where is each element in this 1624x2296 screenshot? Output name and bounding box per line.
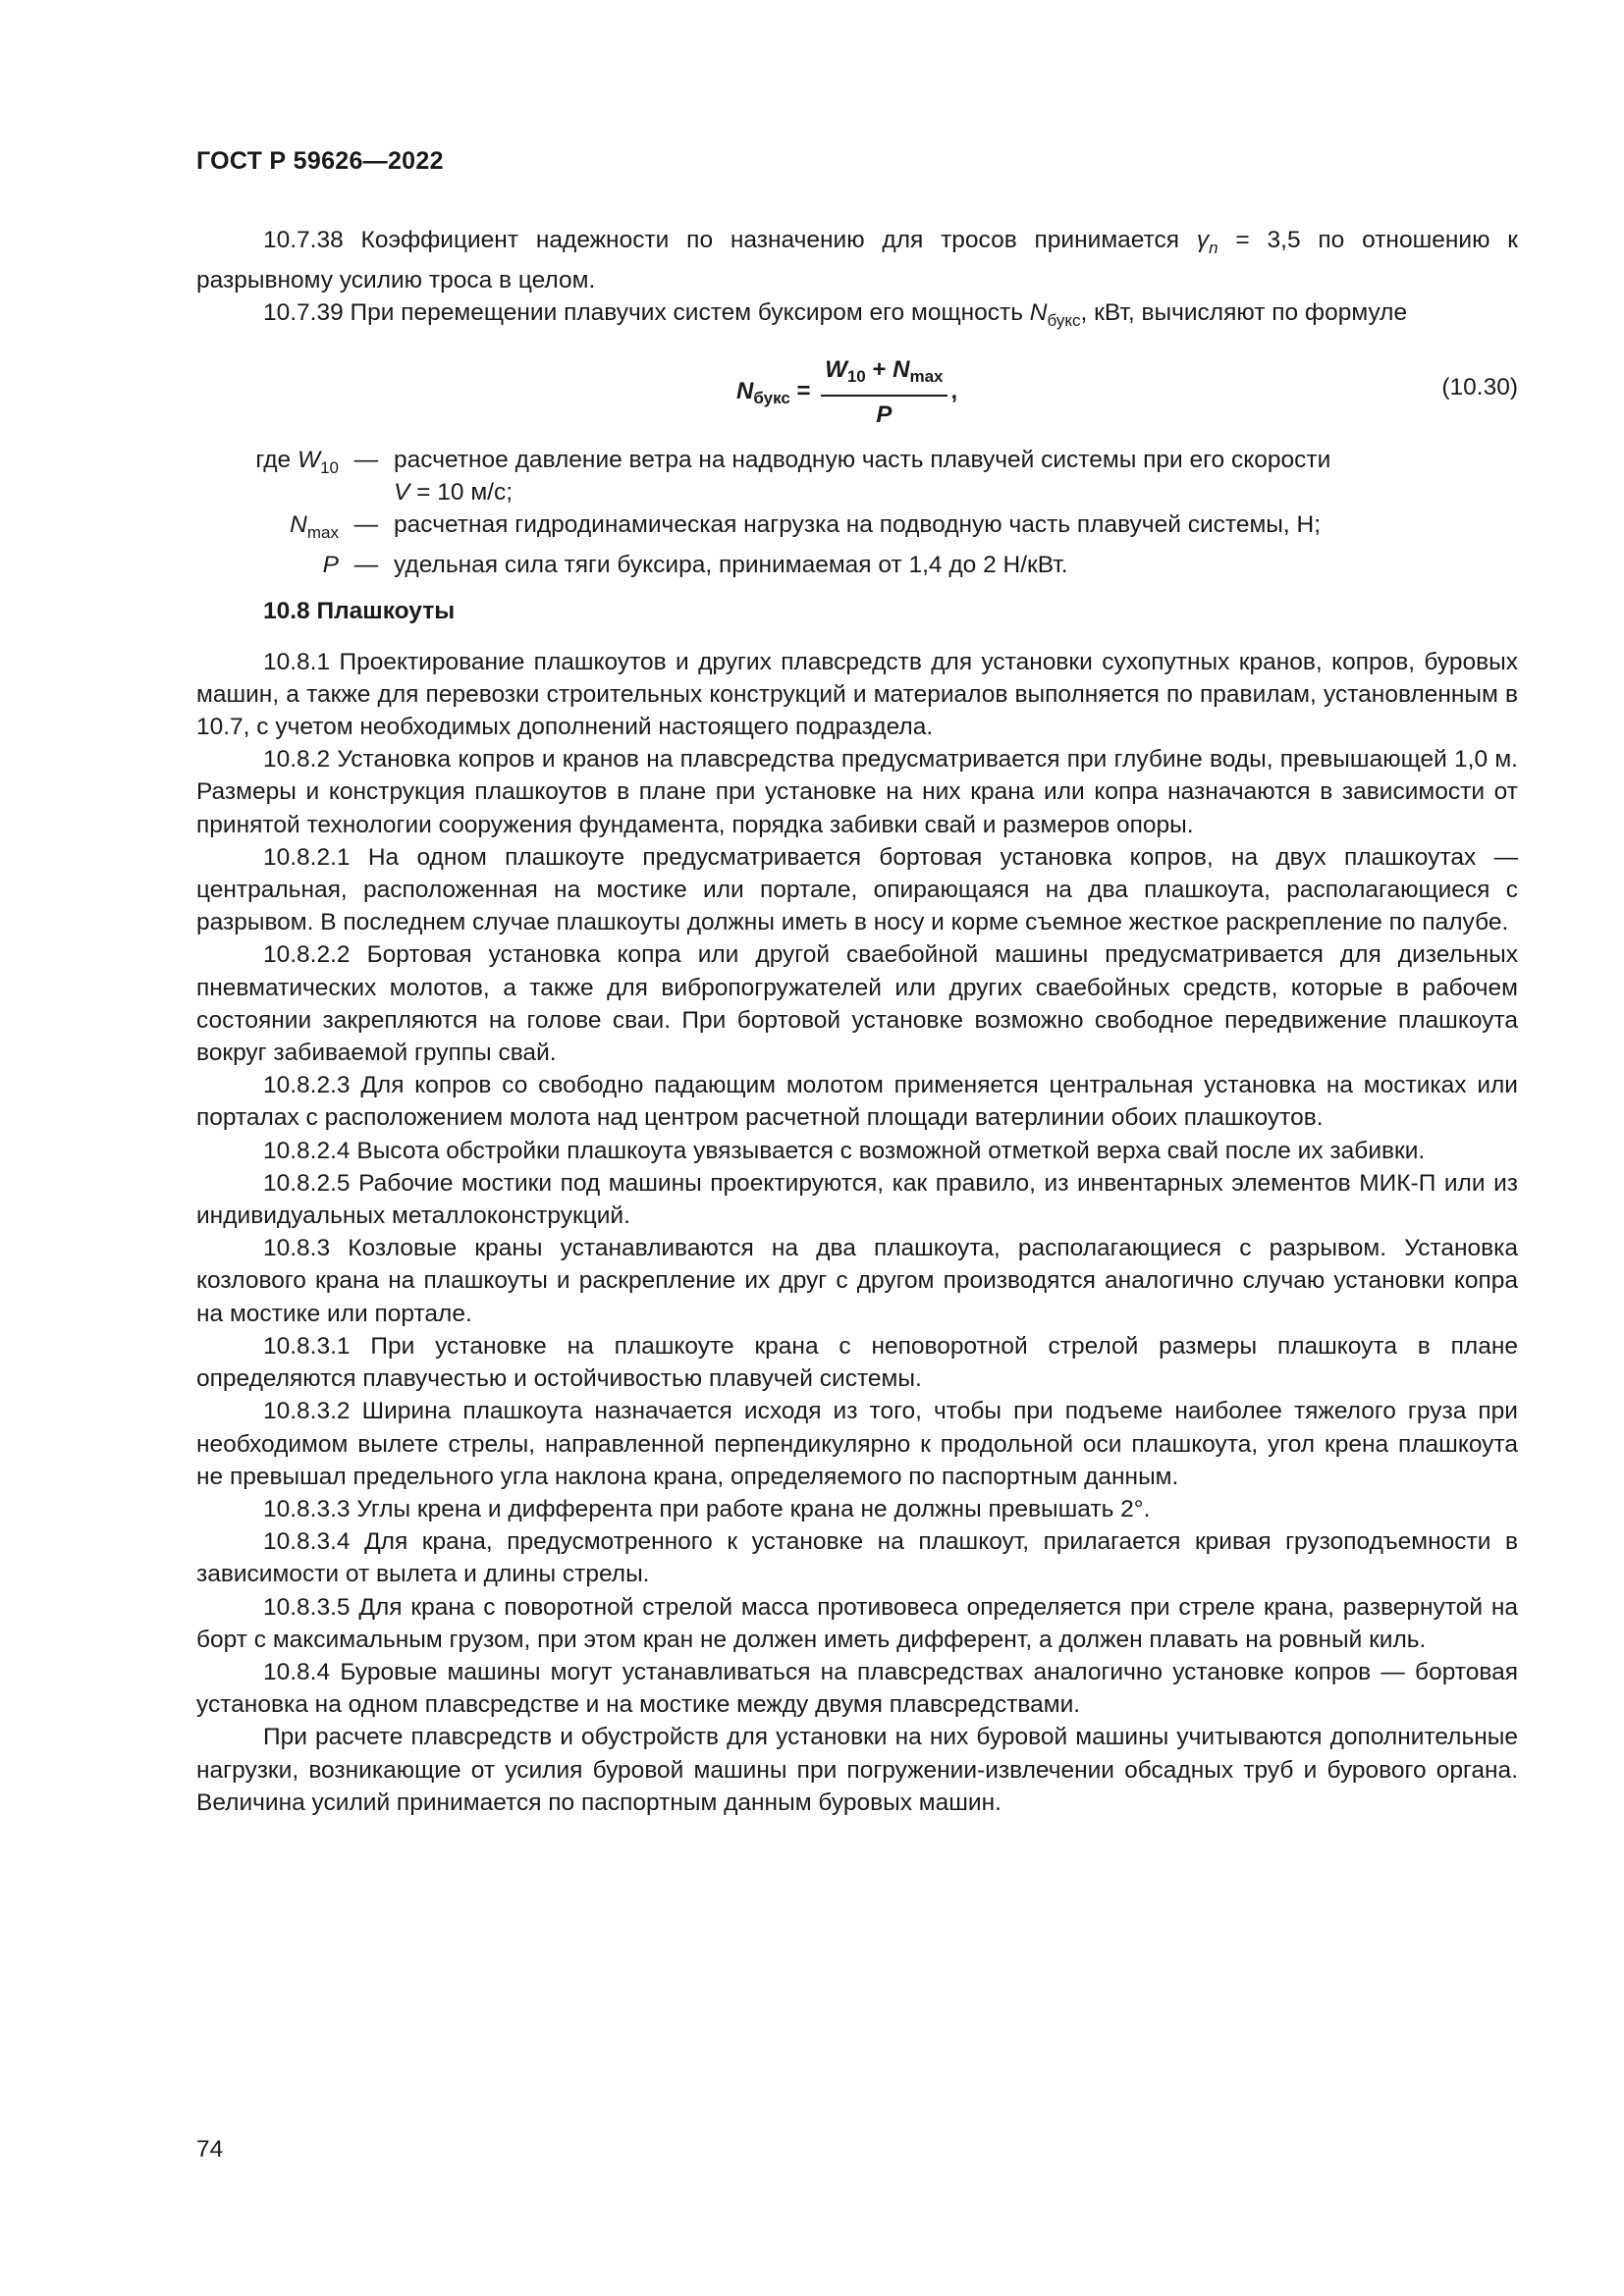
paragraph-10-8-2-3: 10.8.2.3 Для копров со свободно падающим молотом применяется центральная установка на мостиках или порталах с расположением молота над центром расчетной площади ватерлинии обоих плашкоутов. <box>196 1072 1518 1132</box>
formula-comma: , <box>950 377 958 404</box>
formula-number: (10.30) <box>1441 373 1518 400</box>
power-symbol: N <box>1029 299 1048 327</box>
symbol-n: N <box>290 511 307 539</box>
paragraph-10-7-39 <box>196 296 1518 337</box>
paragraph-10-8-4-cont: При расчете плавсредств и обустройств для установки на них буровой машины учитываются дополнительные нагрузки, возникающие от усилия буровой машины при погружении-извлечении обсадных труб и бурового органа. Величина усилий принимается по паспортным данным буровых машин. <box>196 1724 1518 1816</box>
paragraph-10-8-3-5: 10.8.3.5 Для крана с поворотной стрелой масса противовеса определяется при стреле крана, развернутой на борт с максимальным грузом, при этом кран не должен иметь дифферент, а должен плавать на ровный киль. <box>196 1593 1518 1653</box>
where-text: расчетная гидродинамическая нагрузка на подводную часть плавучей системы, Н; <box>394 511 1322 539</box>
where-text: удельная сила тяги буксира, принимаемая от 1,4 до 2 Н/кВт. <box>394 552 1068 579</box>
paragraph-10-8-2-4: 10.8.2.4 Высота обстройки плашкоута увязывается с возможной отметкой верха свай после их забивки. <box>263 1137 1426 1164</box>
paragraph-10-8-3-3: 10.8.3.3 Углы крена и дифферента при работе крана не должны превышать 2°. <box>263 1495 1151 1522</box>
paragraph-10-8-3-4: 10.8.3.4 Для крана, предусмотренного к установке на плашкоут, прилагается кривая грузоподъемности в зависимости от вылета и длины стрелы. <box>196 1528 1518 1588</box>
gamma-subscript: n <box>1209 239 1218 257</box>
numerator-plus: + <box>872 355 887 383</box>
formula-lhs-subscript: букс <box>753 388 790 407</box>
numerator-w: W <box>825 355 847 383</box>
paragraph-10-8-3-2: 10.8.3.2 Ширина плашкоута назначается исходя из того, чтобы при подъеме наиболее тяжелого груза при необходимом вылете стрелы, направленной перпендикулярно к продольной оси плашкоута, угол крена плашкоута не превышал предельного угла наклона крана, определяемого по паспортным данным. <box>196 1398 1518 1490</box>
numerator-w-subscript: 10 <box>846 366 866 386</box>
text-run: , кВт, вычисляют по формуле <box>1080 299 1408 327</box>
formula-10-30 <box>196 349 1518 428</box>
paragraph-10-8-3-1: 10.8.3.1 При установке на плашкоуте крана с неповоротной стрелой размеры плашкоута в плане определяются плавучестью и остойчивостью плавучей системы. <box>196 1332 1518 1393</box>
paragraph-10-7-38 <box>196 224 1518 296</box>
gamma-symbol: γ <box>1196 227 1210 253</box>
paragraph-10-8-2-2: 10.8.2.2 Бортовая установка копра или другой сваебойной машины предусматривается для дизельных пневматических молотов, а также для вибропогружателей или других сваебойных средств, которые в рабочем состоянии закрепляются на голове сваи. При бортовой установке возможно свободное передвижение плашкоута вокруг забиваемой группы свай. <box>196 941 1518 1067</box>
paragraph-10-8-2: 10.8.2 Установка копров и кранов на плавсредства предусматривается при глубине воды, превышающей 1,0 м. Размеры и конструкция плашкоутов в плане при установке на них крана или копра назначаются в зависимости от принятой технологии сооружения фундамента, порядка забивки свай и размеров опоры. <box>196 746 1518 838</box>
where-dash: — <box>353 511 379 539</box>
document-header: ГОСТ Р 59626—2022 <box>196 147 444 175</box>
paragraph-10-8-2-1: 10.8.2.1 На одном плашкоуте предусматривается бортовая установка копров, на двух плашкоутах — центральная, расположенная на мостике или портале, опирающаяся на два плашкоута, располагающиеся с разрывом. В последнем случае плашкоуты должны иметь в носу и корме съемное жесткое раскрепление по палубе. <box>196 843 1518 936</box>
formula-denominator: P <box>876 400 893 428</box>
paragraph-10-8-1: 10.8.1 Проектирование плашкоутов и других плавсредств для установки сухопутных кранов, копров, буровых машин, а также для перевозки строительных конструкций и материалов выполняется по правилам, установленным в 10.7, с учетом необходимых дополнений настоящего подраздела. <box>196 648 1518 741</box>
where-symbol <box>196 444 339 508</box>
where-list <box>196 444 1518 582</box>
formula-fraction <box>821 353 947 431</box>
section-title: 10.8 Плашкоуты <box>263 598 456 625</box>
text-run: 10.7.39 При перемещении плавучих систем буксиром его мощность <box>263 299 1030 327</box>
formula-equals: = <box>796 377 811 404</box>
where-dash: — <box>353 446 379 473</box>
paragraph-10-8-4: 10.8.4 Буровые машины могут устанавливаться на плавсредствах аналогично установке копров — бортовая установка на одном плавсредстве и на мостике между двумя плавсредствами. <box>196 1658 1518 1719</box>
numerator-n-subscript: max <box>909 366 944 386</box>
where-lead: где <box>255 446 298 473</box>
where-item-w10 <box>196 444 1518 508</box>
where-symbol <box>196 549 339 581</box>
symbol-v: V <box>394 478 410 506</box>
symbol-w-subscript: 10 <box>320 457 339 477</box>
text-run: = 3,5 по отношению к разрывному усилию троса в целом. <box>196 227 1518 294</box>
text-run: 10.7.38 Коэффициент надежности по назначению для тросов принимается <box>263 227 1197 253</box>
where-symbol <box>196 508 339 549</box>
power-subscript: букс <box>1047 311 1081 331</box>
formula-expression <box>736 353 957 431</box>
where-item-nmax <box>196 508 1518 549</box>
paragraph-10-8-2-5: 10.8.2.5 Рабочие мостики под машины проектируются, как правило, из инвентарных элементов МИК-П или из индивидуальных металлоконструкций. <box>196 1169 1518 1230</box>
symbol-n-subscript: max <box>306 523 339 543</box>
page-number: 74 <box>196 2136 224 2163</box>
where-item-p <box>196 549 1518 581</box>
formula-numerator <box>821 353 947 397</box>
paragraph-10-8-3: 10.8.3 Козловые краны устанавливаются на два плашкоута, располагающиеся с разрывом. Установка козлового крана на плашкоуты и раскрепление их друг с другом производятся аналогично случаю установки копра на мостике или портале. <box>196 1235 1518 1327</box>
where-text-line2: = 10 м/с; <box>409 478 514 506</box>
document-body <box>196 224 1518 1819</box>
formula-lhs: N <box>736 377 754 404</box>
symbol-p: P <box>322 552 339 579</box>
where-dash: — <box>353 552 379 579</box>
numerator-n: N <box>893 355 910 383</box>
where-text <box>394 444 1518 508</box>
where-text-line1: расчетное давление ветра на надводную часть плавучей системы при его скорости <box>394 446 1331 473</box>
symbol-w: W <box>297 446 321 473</box>
